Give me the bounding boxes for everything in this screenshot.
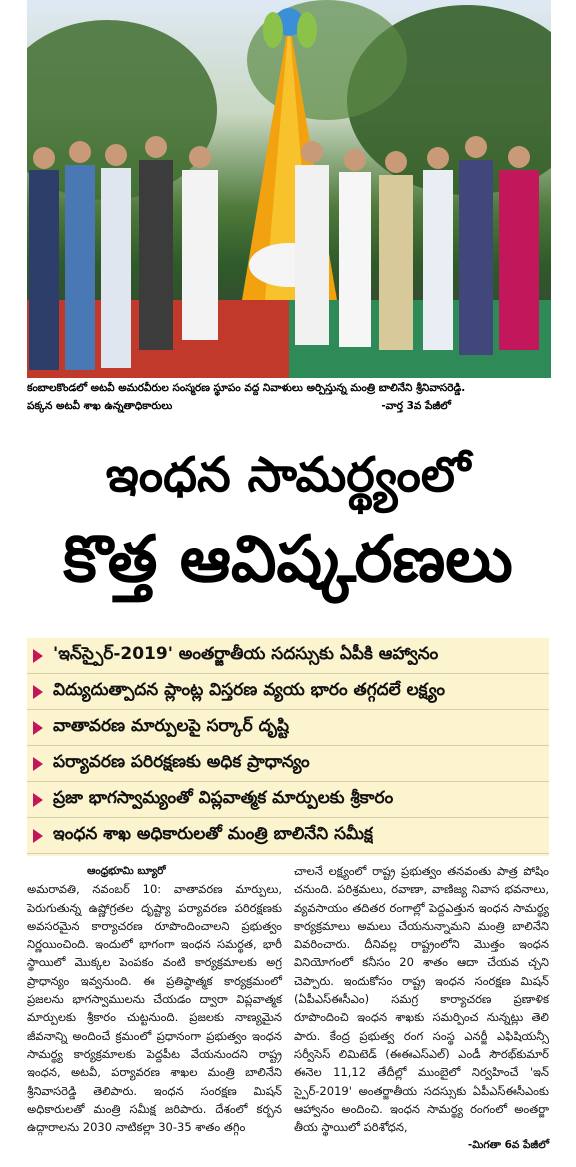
highlight-item: ఇంధన శాఖ అధికారులతో మంత్రి బాలినేని సమీక్ష (27, 818, 549, 854)
photo-caption (27, 379, 551, 415)
triangle-bullet-icon (33, 649, 43, 663)
highlight-item: 'ఇన్‌స్పైర్-2019' అంతర్జాతీయ సదస్సుకు ఏపీకి ఆహ్వానం (27, 638, 549, 674)
highlight-item: విద్యుదుత్పాదన ప్లాంట్ల విస్తరణ వ్యయ భారం తగ్గదలే లక్ష్యం (27, 674, 549, 710)
headline-line-1: ఇంధన సామర్థ్యంలో (105, 447, 471, 503)
triangle-bullet-icon (33, 793, 43, 807)
article-text-1: అమరావతి, నవంబర్ 10: వాతావరణ మార్పులు, పెరుగుతున్న ఉష్ణోగ్రతల దృష్ట్యా పర్యావరణ పరిరక్షణకు అవసరమైన కార్యాచరణ రూపొందించాలని ప్రభుత్వం నిర్ణయించింది. ఇందులో భాగంగా ఇంధన సమర్థత, భారీ స్థాయిలో మొక్కల పెంపకం వంటి కార్యక్రమాలకు అగ్ర ప్రాధాన్యం ఇవ్వనుంది. ఈ ప్రతిష్ఠాత్మక కార్యక్రమంలో ప్రజలను భాగస్వాములను చేయడం ద్వారా విప్లవాత్మక మార్పులకు శ్రీకారం చుట్టనుంది. ప్రజలకు నాణ్యమైన జీవనాన్ని అందించే క్రమంలో ప్రధానంగా ప్రభుత్వం ఇంధన సామర్థ్య కార్యక్రమాలకు పెద్దపీట వేయనుందని రాష్ట్ర ఇంధన, అటవీ, పర్యావరణ శాఖల మంత్రి బాలినేని శ్రీనివాసరెడ్డి తెలిపారు. ఇంధన సంరక్షణ మిషన్ అధికారులతో మంత్రి సమీక్ష జరిపారు. దేశంలో కర్బన ఉద్గారాలను 2030 నాటికల్లా 30-35 శాతం తగ్గిం (27, 882, 282, 1135)
triangle-bullet-icon (33, 721, 43, 735)
highlight-item: ప్రజా భాగస్వామ్యంతో విప్లవాత్మక మార్పులకు శ్రీకారం (27, 782, 549, 818)
highlights-box (27, 638, 549, 856)
article-column-1 (27, 862, 282, 1155)
news-photo (27, 0, 551, 378)
article-body (27, 862, 549, 1155)
highlight-item: పర్యావరణ పరిరక్షణకు అధిక ప్రాధాన్యం (27, 746, 549, 782)
continued-note: -మిగతా 6వ పేజీలో (467, 1139, 549, 1152)
triangle-bullet-icon (33, 829, 43, 843)
caption-line-2: పక్కన అటవీ శాఖ ఉన్నతాధికారులు (27, 400, 173, 412)
article-column-2 (294, 862, 549, 1155)
dateline: ఆంధ్రభూమి బ్యూరో (87, 865, 166, 877)
caption-line-1: కంబాలకొండలో అటవీ అమరవీరుల సంస్మరణ స్థూపం వద్ద నివాళులు అర్పిస్తున్న మంత్రి బాలినేని శ్రీనివాసరెడ్డి. (27, 382, 466, 394)
article-text-2: చాలనే లక్ష్యంలో రాష్ట్ర ప్రభుత్వం తనవంతు పాత్ర పోషిం చనుంది. పరిశ్రమలు, రవాణా, వాణిజ్య నివాస భవనాలు, వ్యవసాయం తదితర రంగాల్లో పెద్దఎత్తున ఇంధన సామర్థ్య కార్యక్రమాలు అమలు చేయనున్నామని మంత్రి బాలినేని వివరించారు. దీనివల్ల రాష్ట్రంలోని మొత్తం ఇంధన వినియోగంలో కనీసం 20 శాతం ఆదా చేయవ చ్చని చెప్పారు. ఇందుకోసం రాష్ట్ర ఇంధన సంరక్షణ మిషన్ (ఏపీఎస్‌ఈసీఎం) సమగ్ర కార్యాచరణ ప్రణాళిక రూపొందించి ఇంధన శాఖకు సమర్పించ నున్నట్లు తెలి పారు. కేంద్ర ప్రభుత్వ రంగ సంస్థ ఎనర్జీ ఎఫిషియన్సీ సర్వీసెస్ లిమిటెడ్ (ఈఈఎస్‌ఎల్) ఎండీ సౌరభ్‌కుమార్ ఈనెల 11,12 తేదీల్లో ముంబైలో నిర్వహించే 'ఇన్ స్పైర్-2019' అంతర్జాతీయ సదస్సుకు ఏపీఎస్‌ఈసీఎంకు ఆహ్వానం అందించి. ఇంధన సామర్థ్య రంగంలో అంతర్జా తీయ స్థాయిలో పరిశోధన, (294, 864, 549, 1135)
triangle-bullet-icon (33, 685, 43, 699)
triangle-bullet-icon (33, 757, 43, 771)
highlight-item: వాతావరణ మార్పులపై సర్కార్ దృష్టి (27, 710, 549, 746)
caption-credit: -వార్త 3వ పేజీలో (381, 400, 451, 412)
group-photo-illustration (27, 0, 551, 378)
headline-line-2: కొత్త ఆవిష్కరణలు (63, 522, 513, 597)
